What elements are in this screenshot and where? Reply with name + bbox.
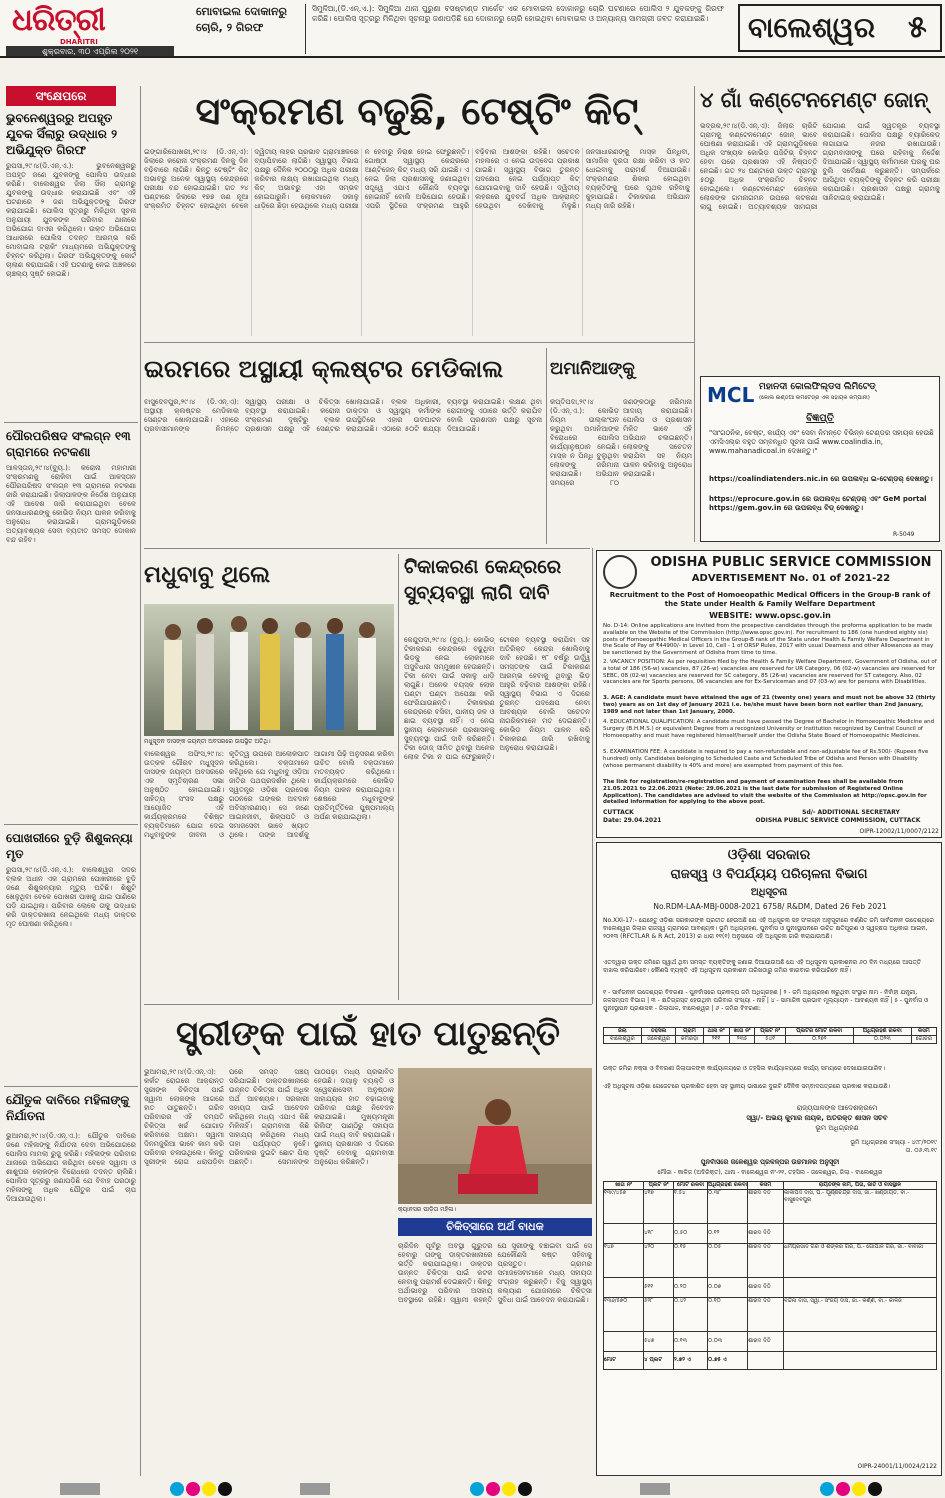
govt-gazette-date: ତା. ୦୬.୩.୧୯ xyxy=(905,1147,937,1154)
opsc-signature-1: Sd/- ADDITIONAL SECRETARY xyxy=(802,809,900,816)
mcl-heading: ବିଜ୍ଞପ୍ତି xyxy=(806,413,834,424)
madhu-photo-figures xyxy=(144,604,394,736)
brief-headline-3: ପୋଖରୀରେ ବୁଡ଼ି ଶିଶୁକନ୍ୟା ମୃତ xyxy=(6,831,133,861)
table-cell xyxy=(748,1352,784,1370)
opsc-ref: OIPR-12002/11/0007/2122 xyxy=(859,828,939,835)
mcl-name: ମହାନଦୀ କୋଲଫିଲ୍ଡସ ଲିମିଟେଡ୍ xyxy=(759,382,876,392)
table-cell: ୦.୦୨୩ xyxy=(853,1036,911,1044)
table-cell: ମୋଟ xyxy=(604,1352,644,1370)
table-header: ତହସିଲ xyxy=(641,1028,676,1036)
husband-photo xyxy=(398,1068,592,1204)
govt-note-1: ଉକ୍ତ ଜମିର ନକ୍ସା ଓ ବିବରଣୀ ଜିଲାପାଳଙ୍କ କାର୍ଯ୍ୟାଳୟରେ ଓ ତହସିଲ କାର୍ଯ୍ୟାଳୟରେ କାର୍ଯ୍ୟ ସମୟରେ ଦେଖାଯାଇପାରିବ। xyxy=(603,1065,885,1072)
table-cell: ୫୨୮ xyxy=(644,1298,674,1332)
table-row xyxy=(604,1332,937,1352)
mcl-subtitle: (କୋଲ ଇଣ୍ଡିଆ ଲିମିଟେଡ୍‌ର ଏକ ସହାୟକ କମ୍ପାନୀ) xyxy=(759,395,870,401)
table-cell: ୧୩୬/୫୭୦ xyxy=(604,1298,644,1332)
mcl-body-3: https://eprocure.gov.in ରେ ଉପଲବ୍ଧ ଟେଣ୍ଡର୍ ଏବଂ GeM portal https://gem.gov.in ରେ ଉପଲବ୍ଧ ବିଡ୍ ଦେଖନ୍ତୁ। xyxy=(709,495,927,512)
table-header: ମୋଟ ରକବା xyxy=(674,1182,708,1190)
opsc-subtitle: Recruitment to the Post of Homoeopathic Medical Officers in the Group-B rank of the State under Health & Family Welfare Department xyxy=(609,591,931,608)
masthead xyxy=(0,0,945,58)
table-cell: ୦.୦୩ xyxy=(708,1332,748,1352)
table-cell: ୨୩୫ xyxy=(729,1036,755,1044)
table-cell xyxy=(604,1332,644,1352)
table-row xyxy=(604,1036,937,1044)
table-row xyxy=(604,1298,937,1332)
table-cell: ୪୨୦ xyxy=(644,1244,674,1278)
masthead-date: ଶୁକ୍ରବାର, ୩୦ ଏପ୍ରିଲ ୨୦୨୧ xyxy=(6,46,174,58)
govt-items: ୧ - ସାର୍ବଜନୀନ ଉଦ୍ଦେଶ୍ୟର ବିବରଣୀ - ପୁନର୍ବାସରେ ପ୍ରକଳ୍ପ ଜମି ଅଧିଗ୍ରହଣ | ୨ - ଜମି ଅଧିଗ୍ରହଣ କରୁଥିବା ସଂସ୍ଥାର ନାମ - ନିର୍ବାହୀ ଯନ୍ତ୍ରୀ, ଜଳସମ୍ପଦ ବିଭାଗ | ୩ - କ୍ଷତିଗ୍ରସ୍ତ ହେଉଥିବା ପରିବାର ସଂଖ୍ୟା - ନାହିଁ | ୪ - ସାମାଜିକ ପ୍ରଭାବ ମୂଲ୍ୟାୟନ - ଆବଶ୍ୟକ ନାହିଁ | ୫ - ପୁନର୍ବାସ ଓ ପୁନଃସ୍ଥାପନ ପ୍ରଶାସକ - ଜିଲାପାଳ, ବାଲେଶ୍ୱର | ୬ - ଜମିର ବିବରଣୀ: xyxy=(603,989,929,1012)
husband-body: ଭୁଆମରା,୨୯।୪(ଡି.ଏନ୍.ଏ): କର୍କଟ ରୋଗରେ ଆକ୍ରାନ୍ତ ସ୍ତ୍ରୀଙ୍କ ଚିକିତ୍ସା ପାଇଁ ସ୍ୱାମୀ ଲୋକଙ୍କ ଆଗରେ ହାତ ପାତୁଛନ୍ତି। ଗରିବ ପରିବାରର ଏହି ଦମ୍ପତି ଚିକିତ୍ସା ଖର୍ଚ୍ଚ ଯୋଗାଡ଼ କରିବାରେ ଅକ୍ଷମ। ସ୍ୱାମୀ ଦିନମଜୁରିଆ ଭାବେ କାମ କରି ପରିବାର ଚଳାଉଥିଲେ। କିନ୍ତୁ ସ୍ତ୍ରୀଙ୍କ ରୋଗ ଧରାପଡ଼ିବା ପରେ ସମସ୍ତ ସଞ୍ଚୟ ସରିଯାଇଛି। ଡାକ୍ତରଖାନାରେ ଉନ୍ନତ ଚିକିତ୍ସା ପାଇଁ ଅଧିକ ଅର୍ଥ ଆବଶ୍ୟକ। ସରକାରୀ ସହାୟତା ପାଇଁ ଆବେଦନ କରିଥିଲେ ମଧ୍ୟ ଏଯାଏ କିଛି ମିଳିନାହିଁ। ଗ୍ରାମବାସୀ କିଛି ସାହାଯ୍ୟ କରିଥିଲେ ମଧ୍ୟ ତାହା ପର୍ଯ୍ୟାପ୍ତ ନୁହେଁ। ପରିବାରର ଦୁଇଟି ଛୋଟ ପିଲା ଅଛନ୍ତି। ସେମାନଙ୍କ ପାଠପଢ଼ା ମଧ୍ୟ ପ୍ରଭାବିତ ହେଉଛି। ଦୟାଳୁ ବ୍ୟକ୍ତି ଓ ସ୍ୱେଚ୍ଛାସେବୀ ଅନୁଷ୍ଠାନ ସାହାଯ୍ୟର ହାତ ବଢ଼ାଇବାକୁ ପରିବାର ପକ୍ଷରୁ ନିବେଦନ କରାଯାଇଛି। ମୁଖ୍ୟମନ୍ତ୍ରୀ ରିଲିଫ୍ ପାଣ୍ଠିରୁ ସହାୟତା ପାଇଁ ମଧ୍ୟ ଦାବି କରାଯାଇଛି। ସ୍ଥାନୀୟ ପ୍ରଶାସନ ଏ ଦିଗରେ ଦୃଷ୍ଟି ଦେବାକୁ ଗ୍ରାମବାସୀ ଅନୁରୋଧ କରିଛନ୍ତି। xyxy=(144,1068,394,1166)
table-cell: ୫୪୧ xyxy=(755,1036,785,1044)
brief-headline-4: ଯୌତୁକ ଦାବିରେ ମହିଳାଙ୍କୁ ନିର୍ଯାତନା xyxy=(6,1093,130,1123)
husband-photo-figure xyxy=(398,1068,592,1204)
fine-headline: ଅମାନିଆଙ୍କୁ xyxy=(550,359,635,379)
mcl-ad xyxy=(700,376,940,542)
briefs-column xyxy=(4,86,138,1476)
table-header: ଥାନା ନଂ xyxy=(703,1028,729,1036)
govt-schedule-title: ପୁନର୍ବାସରେ ଜଳେଶ୍ୱର ପ୍ରକଳ୍ପର ଉଚ୍ଚମାନର ଅନୁସୂଚୀ xyxy=(700,1159,840,1166)
table-header: ପ୍ଲଟ ନଂ xyxy=(755,1028,785,1036)
govt-table-1 xyxy=(603,1027,937,1044)
containment-body: ଭଦ୍ରକ,୨୯।୪(ଡି.ଏନ୍.ଏ): ଜିଲାର ଚାରିଟି ଗ୍ରାମକୁ କଣ୍ଟେନମେଣ୍ଟ ଜୋନ୍ ଭାବେ ଘୋଷଣା କରାଯାଇଛି। ଏହି ଗ୍ରାମଗୁଡ଼ିକରେ ଅଧିକ ସଂଖ୍ୟକ କୋଭିଡ଼ ପଜିଟିଭ୍ ଚିହ୍ନଟ ହେବା ପରେ ପ୍ରଶାସନ ଏହି ନିଷ୍ପତ୍ତି ନେଇଛି। ଗତ ୨୪ ଘଣ୍ଟାରେ ଉକ୍ତ ଗ୍ରାମରୁ ୫୦ରୁ ଅଧିକ ସଂକ୍ରମିତ ଚିହ୍ନଟ ହୋଇଥିଲେ। କଣ୍ଟେନମେଣ୍ଟ ଜୋନ୍‌ରେ ଲୋକଙ୍କ ଗମନାଗମନ ଉପରେ କଟକଣା ଲାଗୁ ହୋଇଛି। ଅତ୍ୟାବଶ୍ୟକ ସାମଗ୍ରୀ ଯୋଗାଣ ପାଇଁ ସ୍ୱତନ୍ତ୍ର ବ୍ୟବସ୍ଥା କରାଯାଇଛି। ପୋଲିସ ପକ୍ଷରୁ ବ୍ୟାରିକେଡ୍ ଲଗାଯାଇ ନଜର ରଖାଯାଉଛି। ଗ୍ରାମବାସୀଙ୍କୁ ଘରେ ରହିବାକୁ ନିର୍ଦ୍ଦେଶ ଦିଆଯାଇଛି। ସ୍ୱାସ୍ଥ୍ୟ କର୍ମୀମାନେ ଘରକୁ ଘର ବୁଲି ସର୍ବେକ୍ଷଣ କରୁଛନ୍ତି। ସମ୍ପର୍କରେ ଆସିଥିବା ବ୍ୟକ୍ତିଙ୍କୁ ଚିହ୍ନଟ କରି ପରୀକ୍ଷା କରାଯାଉଛି। ପ୍ରଶାସନ ପକ୍ଷରୁ ଗ୍ରାମକୁ ସାନିଟାଇଜ୍ କରାଯାଇଛି। xyxy=(700,122,940,211)
table-cell: ୫୧୧ xyxy=(644,1278,674,1298)
table-cell: ୦.୧୦ xyxy=(708,1298,748,1332)
govt-signer-role: ଭୂମି ଅଧିଗ୍ରହଣ xyxy=(815,1125,859,1132)
table-cell: ୦.୩୮ xyxy=(708,1190,748,1224)
govt-table-1-head xyxy=(604,1028,937,1036)
table-cell: କାଳୀପଦ ଦାସ, ପି.- ପୂର୍ଣ୍ଣଚନ୍ଦ୍ର ଦାସ, ଜା.- ଖଣ୍ଡାୟତ, ବା.- ବାସୁଦେବପୁର xyxy=(784,1190,937,1224)
opsc-para-1: No. D-14: Online applications are invited from the prospective candidates through the proforma application to be made available on the Website of the Commission (http://www.opsc.gov.in). For recruitment to 186 (one hundred eighty six) posts of Homoeopathic Medical Officers in the Group-B rank of the State under Health & Family Welfare Department in the Scale of Pay of ₹44900/- in Level 10, Cell - 1 of ORSP Rules, 2017 with usual Dearness and other Allowances as may be sanctioned by the Government of Odisha from time to time. xyxy=(603,623,934,657)
table-cell: ୦.୦୫ xyxy=(708,1244,748,1278)
govt-table-2 xyxy=(603,1181,937,1370)
table-total-row xyxy=(604,1352,937,1370)
edition-name: ବାଲେଶ୍ୱର xyxy=(748,11,876,44)
govt-para-2: ଏତଦ୍ୱାରା ଉକ୍ତ ଜମିରେ ସ୍ୱାର୍ଥ ଥିବା ସମସ୍ତ ବ୍ୟକ୍ତିଙ୍କୁ ଜଣାଇ ଦିଆଯାଉଅଛି ଯେ ଏହି ଅଧିସୂଚନା ପ୍ରକାଶନର ୬୦ ଦିନ ମଧ୍ୟରେ ଆପତ୍ତି ଦାଖଲ କରିପାରିବେ। କୌଣସି ବ୍ୟକ୍ତି ଏହି ଅଧିସୂଚନା ପ୍ରକାଶନ ତାରିଖଠାରୁ ଜମିର କାରବାର କରିପାରିବେ ନାହିଁ। xyxy=(603,959,922,974)
opsc-adv-no: ADVERTISEMENT No. 01 of 2021-22 xyxy=(691,573,891,584)
opsc-signature-2: ODISHA PUBLIC SERVICE COMMISSION, CUTTACK xyxy=(755,817,921,824)
mcl-ref: R-5049 xyxy=(893,531,915,538)
table-cell: ୧୪୭ xyxy=(604,1244,644,1278)
table-cell xyxy=(604,1224,644,1244)
opsc-place: CUTTACK xyxy=(603,809,634,816)
govt-ref: OIPR-24001/11/0024/2122 xyxy=(857,1463,937,1470)
table-cell: ଶାରଦ ଦିତି xyxy=(748,1224,784,1244)
govt-signer: ସ୍ୱା/- ଅଭୟ କୁମାର ନାୟକ, ଅତିରିକ୍ତ ଶାସନ ସଚିବ xyxy=(746,1115,888,1122)
govt-title: ଓଡ଼ିଶା ସରକାର xyxy=(727,847,811,863)
table-cell: ଶାରଦ ଦିତି xyxy=(748,1278,784,1298)
table-cell: ୦.୦୭ xyxy=(708,1278,748,1298)
table-cell: ୦.୧୩ xyxy=(674,1332,708,1352)
govt-notice xyxy=(596,842,942,1476)
madhu-body: ବାଲେଶ୍ୱର ଅଫିସ,୨୯।୪: ଉତ୍କଳ ଗୌରବ ମଧୁସୂଦନ ଦାସଙ୍କ ଜୟନ୍ତୀ ଅବସରରେ ଏକ ସ୍ମୃତିଚାରଣ ସଭା ଅନୁଷ୍ଠିତ ହୋଇଯାଇଛି। ସାହିତ୍ୟ ସଂସଦ ପକ୍ଷରୁ ଆୟୋଜିତ ଏହି କାର୍ଯ୍ୟକ୍ରମରେ ବିଶିଷ୍ଟ ବ୍ୟକ୍ତିମାନେ ଯୋଗ ଦେଇ ମଧୁବାବୁଙ୍କ ଜୀବନୀ ଓ କୃତିତ୍ୱ ଉପରେ ଆଲୋକପାତ କରିଥିଲେ। ବକ୍ତାମାନେ କହିଥିଲେ ଯେ ମଧୁବାବୁ ଓଡ଼ିଆ ଜାତିର ପଥପ୍ରଦର୍ଶକ ଥିଲେ। ସ୍ୱତନ୍ତ୍ର ଓଡ଼ିଶା ପ୍ରଦେଶ ଗଠନରେ ତାଙ୍କର ଅବଦାନ ଅବିସ୍ମରଣୀୟ। ସେ ଜଣେ ଆଇନଜୀବୀ, ଶିଳ୍ପପତି ଓ ସମାଜସେବୀ ଭାବେ ଖ୍ୟାତ ଥିଲେ। ତାଙ୍କ ଆଦର୍ଶକୁ ଆଗାମୀ ପିଢ଼ି ଅନୁସରଣ କରିବା ଉଚିତ ବୋଲି ବକ୍ତାମାନେ ମତବ୍ୟକ୍ତ କରିଥିଲେ। କାର୍ଯ୍ୟକ୍ରମରେ କୋଭିଡ଼ ନିୟମ ପାଳନ କରାଯାଇଥିଲା। ଶେଷରେ ମଧୁବାବୁଙ୍କ ପ୍ରତିମୂର୍ତ୍ତିରେ ପୁଷ୍ପମାଲ୍ୟ ଅର୍ପଣ କରାଯାଇଥିଲା। xyxy=(144,750,394,839)
containment-headline: ୪ ଗାଁ କଣ୍ଟେନମେଣ୍ଟ ଜୋନ୍ xyxy=(700,88,929,112)
madhu-headline: ମଧୁବାବୁ ଥିଲେ xyxy=(144,562,271,588)
table-row xyxy=(604,1224,937,1244)
table-cell: ଶାରଦ ଦିତି xyxy=(748,1190,784,1224)
mcl-body-2: https://coalindiatenders.nic.in ରେ ଉପଲବ୍ଧ ଇ-ଟେଣ୍ଡର୍ ଦେଖନ୍ତୁ। xyxy=(709,475,933,483)
table-cell: ୨.୭୨ ଏ xyxy=(674,1352,708,1370)
logo xyxy=(12,2,132,40)
page-number: ୫ xyxy=(908,10,927,45)
vaccine-headline: ଟିକାକରଣ କେନ୍ଦ୍ରରେ ସୁବ୍ୟବସ୍ଥା ଲାଗି ଦାବି xyxy=(404,556,562,604)
govt-para-1: No.XXI-17:- ଯେହେତୁ ଓଡ଼ିଶା ସରକାରଙ୍କ ପ୍ରତୀତ ହେଉଅଛି ଯେ ଏହି ଅଧିସୂଚନା ସହ ସଂଲଗ୍ନ ଅନୁସୂଚୀରେ ବର୍ଣ୍ଣିତ ଜମି ସାର୍ବଜନୀନ ଉଦ୍ଦେଶ୍ୟରେ ବାଲେଶ୍ୱର ଜିଲାର ରାଜସ୍ୱ ଗ୍ରାମରେ ଆବଶ୍ୟକ। ଭୂମି ଅଧିଗ୍ରହଣ, ପୁନର୍ବାସ ଓ ପୁନଃସ୍ଥାପନରେ ଉଚିତ କ୍ଷତିପୂରଣ ଓ ସ୍ୱଚ୍ଛତା ଅଧିକାର ଆଇନ, ୨୦୧୩ (RFCTLAR & R Act, 2013) ର ଧାରା ୧୧(୧) ଅନୁସାରେ ଏହି ଅଧିସୂଚନା ଜାରି କରାଯାଉଅଛି। xyxy=(603,917,934,940)
table-header: ପ୍ଲଟ ନଂ xyxy=(644,1182,674,1190)
madhu-photo xyxy=(144,604,394,736)
mcl-body-1: "ସାଂଗଠନିକ, ବେଷ୍ଟ, କାର୍ଯ୍ୟ ଏବଂ ସେବା ନିମନ୍ତେ ବିଭିନ୍ନ ଟେଣ୍ଡର ସହାୟକ ହେଉଛି ଏମସିଏଲ୍‌ର ବହୁତ ସମ୍ବନ୍ଧିତ ସୂଚନା ପାଇଁ www.coalindia.in, www.mahanadicoal.in ଦେଖନ୍ତୁ।" xyxy=(709,429,934,455)
footer-bar xyxy=(0,1480,945,1498)
table-cell: ବନ୍ଦନା ଦାସ, ସ୍ୱା.- ସଂଜୟ ଦାସ, ଜା.- କର୍ଣ୍ଣ, ବା.- କାଳିଜ xyxy=(784,1298,937,1332)
opsc-para-6: The link for registration/re-registration and payment of examination fees shall be available from 21.05.2021 to 22.06.2021 (Note: 29.06.2021 is the last date for submission of Registered Online Application). The candidates are advised to visit the website of the Commission at http://opsc.gov.in for detailed information for applying to the above post. xyxy=(603,779,927,806)
govt-gazette-no: ଭୂମି ଅଧିଗ୍ରହଣ ସଂଖ୍ୟା - ୪୯୮/୨୦୧୯ xyxy=(850,1139,937,1146)
opsc-title: ODISHA PUBLIC SERVICE COMMISSION xyxy=(650,555,932,570)
govt-note-2: ଏହି ଅଧିସୂଚନା ଓଡ଼ିଶା ଗେଜେଟରେ ପ୍ରକାଶିତ ହେବା ସହ ସ୍ଥାନୀୟ ଭାଷାରେ ଦୁଇଟି ଦୈନିକ ସମ୍ବାଦପତ୍ରରେ ପ୍ରକାଶ କରାଯାଉଛି। xyxy=(603,1083,891,1090)
table-header: ଗ୍ରାମ xyxy=(676,1028,703,1036)
table-row xyxy=(604,1190,937,1224)
opsc-website: WEBSITE: www.opsc.gov.in xyxy=(709,611,831,620)
table-cell xyxy=(784,1352,937,1370)
govt-schedule-sub: ମୌଜା - କାଳିଜ (ଅଦିରିକ୍ତ), ଥାନା - ବାଲେଶ୍ୱର ନଂ-୨୧, ତହସିଲ - ଜଳେଶ୍ୱର, ଜିଲା - ବାଲେଶ୍ୱର xyxy=(657,1169,883,1176)
table-header: ରାୟତଙ୍କ ନାମ, ପିତା, ଜାତି ଓ ବାସସ୍ଥାନ xyxy=(784,1182,937,1190)
lead-body: ଇଙ୍ଗାରିପୋଖରୀ,୨୯।୪ (ଡି.ଏନ୍.ଏ): ଜିଲାରେ କରୋନା ସଂକ୍ରମଣ ଦିନକୁ ଦିନ ବଢ଼ିବାରେ ଲାଗିଛି। କିନ୍ତୁ ଟେଷ୍ଟିଂ କିଟ୍ ଅଭାବରୁ ଅନେକ ସ୍ୱାସ୍ଥ୍ୟ କେନ୍ଦ୍ରରେ ପରୀକ୍ଷା ବନ୍ଦ ହୋଇଯାଇଛି। ଗତ ୨୪ ଘଣ୍ଟାରେ ଜିଲାରେ ୧୭୭ ଜଣ ନୂଆ ସଂକ୍ରମିତ ଚିହ୍ନଟ ହୋଇଥିବା ବେଳେ ଦ୍ୱିତୀୟ ଲହର ପ୍ରଭାବ ଗ୍ରାମାଞ୍ଚଳରେ ବ୍ୟାପିବାରେ ଲାଗିଛି। ସ୍ୱାସ୍ଥ୍ୟ ବିଭାଗ ପକ୍ଷରୁ ଦୈନିକ ୨୦୦୦ରୁ ଅଧିକ ପରୀକ୍ଷା କରିବାର ଲକ୍ଷ୍ୟ ରଖାଯାଇଥିଲା ମଧ୍ୟ କିଟ୍ ଅଭାବରୁ ଏହା ସମ୍ଭବ ହୋଇପାରୁନି। ଲୋକମାନେ ସକାଳୁ ଧାଡ଼ିରେ ଛିଡ଼ା ହେଉଥିଲେ ମଧ୍ୟ ପରୀକ୍ଷା ନ ହେବାରୁ ନିରାଶ ହୋଇ ଫେରୁଛନ୍ତି। ଗୋଷ୍ଠୀ ସ୍ୱାସ୍ଥ୍ୟ କେନ୍ଦ୍ରରେ ଆଣ୍ଟିଜେନ୍ କିଟ୍ ମଧ୍ୟ ସରି ଯାଇଛି। ଏ ନେଇ ଜିଲା ପ୍ରଶାସନକୁ ଜଣାଇଥିବା ସତ୍ତ୍ୱେ ଏଯାଏ କୌଣସି ବ୍ୟବସ୍ଥା ହୋଇନାହିଁ ବୋଲି ଅଭିଯୋଗ ହେଉଛି। ଏପରି ସ୍ଥିତିରେ ସଂକ୍ରମଣ ଆହୁରି ବଢ଼ିବାର ଆଶଙ୍କା ରହିଛି। ସଚେତନ ମହଲରେ ଏ ନେଇ ଉଦ୍‌ବେଗ ପ୍ରକାଶ ପାଇଛି। ସ୍ୱାସ୍ଥ୍ୟ ବିଭାଗ ତୁରନ୍ତ ପଦକ୍ଷେପ ନେଇ ପର୍ଯ୍ୟାପ୍ତ କିଟ୍ ଯୋଗାଇବାକୁ ଦାବି ହେଉଛି। ଦ୍ୱିତୀୟ ଲହରରେ ଯୁବବର୍ଗ ଅଧିକ ଆକ୍ରାନ୍ତ ହେଉଥିବା ଦେଖିବାକୁ ମିଳୁଛି। ଜନସାଧାରଣଙ୍କୁ ମାସ୍କ ପିନ୍ଧିବା, ସାମାଜିକ ଦୂରତା ରକ୍ଷା କରିବା ଓ ହାତ ଧୋଇବାକୁ ପରାମର୍ଶ ଦିଆଯାଉଛି। ସଂକ୍ରମଣର ଶିକାର ହୋଇଥିବା ବ୍ୟକ୍ତିଙ୍କୁ ଘରେ ପୃଥକ ରହିବାକୁ କୁହାଯାଇଛି। ଟିକାକରଣ ଅଭିଯାନ ମଧ୍ୟ ଜାରି ରହିଛି। xyxy=(144,148,690,210)
brief-headline-2: ପୌରପରିଷଦ ସଂଲଗ୍ନ ୧୩ ଗ୍ରାମରେ ନଟକଣା xyxy=(6,429,131,459)
logo-subtitle: DHARITRI xyxy=(60,38,98,46)
husband-headline: ସ୍ତ୍ରୀଙ୍କ ପାଇଁ ହାତ ପାତୁଛନ୍ତି xyxy=(175,1014,561,1054)
brief-body-4: ଭୁଆମରା,୨୯।୪(ଡି.ଏନ୍.ଏ.): ଯୌତୁକ ଦାବିରେ ଜଣେ ମହିଳାଙ୍କୁ ନିର୍ଯାତନା ଦେବା ଅଭିଯୋଗରେ ପୋଲିସ ମାମଲା ରୁଜୁ କରିଛି। ମହିଳାଙ୍କ ପରିବାର ଥାନାରେ ଅଭିଯୋଗ କରିଥିବା ବେଳେ ସ୍ୱାମୀ ଓ ଶାଶୁଘର ଲୋକଙ୍କ ବିରୋଧରେ ତଦନ୍ତ ଚାଲିଛି। ପୋଲିସ ସୂତ୍ରରୁ ଜଣାପଡ଼ିଛି ଯେ ବିବାହ ପରଠାରୁ ମହିଳାଙ୍କୁ ଅଧିକ ଯୌତୁକ ପାଇଁ ଚାପ ଦିଆଯାଉଥିଲା। xyxy=(6,1132,136,1203)
table-cell: ଜଳେଶ୍ୱର xyxy=(641,1036,676,1044)
madhu-caption: ମଧୁସୂଦନ ଦାସଙ୍କ ଜୟନ୍ତୀ ଅବସରରେ ଉପସ୍ଥିତ ଅତିଥି। xyxy=(144,738,271,745)
table-cell: ୦.୨୭୨ xyxy=(785,1036,853,1044)
table-cell: ୫୪୭ xyxy=(644,1332,674,1352)
brief-body-1: ରୁପସା,୨୯।୪(ଡି.ଏନ୍.ଏ.): ଭୁବନେଶ୍ୱରରୁ ଅପହୃତ ଜଣେ ଯୁବକଙ୍କୁ ପୋଲିସ ଉଦ୍ଧାର କରିଛି। ବାଲେଶ୍ୱର ଜିଲା ସିଁଲା ଗ୍ରାମରୁ ଯୁବକଙ୍କୁ ଉଦ୍ଧାର କରାଯାଇଛି ଏବଂ ଏହି ଘଟଣାରେ ୨ ଜଣ ଅଭିଯୁକ୍ତଙ୍କୁ ଗିରଫ କରାଯାଇଛି। ପୋଲିସ ସୂତ୍ରରୁ ମିଳିଥିବା ସୂଚନା ଅନୁଯାୟୀ ଯୁବକଙ୍କ ପରିବାର ଥାନାରେ ଅଭିଯୋଗ ଦାଏର କରିଥିଲେ। ଉକ୍ତ ଅଭିଯୋଗ ଆଧାରରେ ପୋଲିସ ତଦନ୍ତ ଆରମ୍ଭ କରି ମୋବାଇଲ ଟ୍ରାକିଂ ମାଧ୍ୟମରେ ଅଭିଯୁକ୍ତଙ୍କୁ ଚିହ୍ନଟ କରିଥିଲା। ଗିରଫ ଅଭିଯୁକ୍ତଙ୍କୁ କୋର୍ଟ ଚାଲାଣ କରାଯାଇଛି। ଏହି ଘଟଣାକୁ ନେଇ ଅଞ୍ଚଳରେ ଚାଞ୍ଚଲ୍ୟ ସୃଷ୍ଟି ହୋଇଛି। xyxy=(6,162,136,278)
table-cell: ୦.୧୨ xyxy=(708,1224,748,1244)
table-cell: ୦.୭୫ ଏ xyxy=(708,1352,748,1370)
govt-dept: ରାଜସ୍ୱ ଓ ବିପର୍ଯ୍ୟୟ ପରିଚାଳନା ବିଭାଗ xyxy=(670,867,868,882)
table-cell: ଶାରଦ ଦିତି xyxy=(748,1298,784,1332)
table-header: ଅଧିଗ୍ରହଣ ରକବା xyxy=(708,1182,747,1188)
opsc-para-3: 3. AGE: A candidate must have attained the age of 21 (twenty one) years and must not be above 32 (thirty two) years as on 1st day of January 2021 i.e. he/she must have been born not earlier than 2nd January, 1989 and not later than 1st January, 2000. xyxy=(603,695,936,715)
cluster-body: ବାସୁଦେବପୁର,୨୯।୪ (ଡି.ଏନ୍.ଏ): ଅସ୍ଥାୟୀ କ୍ଲଷ୍ଟର ମେଡିକାଲ ସେଣ୍ଟର ଖୋଲାଯାଇଛି। ଏହାରେ ପ୍ରବାସୀମାନଙ୍କ ନିମନ୍ତେ ସ୍ୱାସ୍ଥ୍ୟ ପରୀକ୍ଷା ଓ ଚିକିତ୍ସା ବ୍ୟବସ୍ଥା କରାଯାଇଛି। କରୋନା ସଂକ୍ରମଣ ଦୃଷ୍ଟିରୁ ବ୍ଲକ ପ୍ରଶାସନ ପକ୍ଷରୁ ଏହି ସେଣ୍ଟର ଖୋଲାଯାଇଛି। ବ୍ଲକ ଅଧିକାରୀ, ଡାକ୍ତର ଓ ସ୍ୱାସ୍ଥ୍ୟ କର୍ମୀଙ୍କ ଉପସ୍ଥିତିରେ ଏହାର ଉଦଘାଟନ କରାଯାଇଛି। ଏଠାରେ ୫୦ଟି ଶଯ୍ୟା ବ୍ୟବସ୍ଥା କରାଯାଇଛି। ଲକ୍ଷଣ ଥିବା ରୋଗୀଙ୍କୁ ଏଠାରେ ଭର୍ତ୍ତି କରାଯିବ ବୋଲି ପ୍ରଶାସନ ପକ୍ଷରୁ ସୂଚନା ଦିଆଯାଇଛି। xyxy=(144,398,542,433)
lead-headline: ସଂକ୍ରମଣ ବଢୁଛି, ଟେଷ୍ଟିଂ କିଟ୍ xyxy=(195,89,639,133)
table-header: ପ୍ଲଟର ମୋଟ ରକବା xyxy=(785,1028,853,1036)
ticker-text: ସିମୁଳିଆ,(ଡି.ଏନ୍.ଏ.): ସିମୁଳିଆ ଥାନା ପୁରୁଣା ବସଷ୍ଟାଣ୍ଡ ମାର୍କେଟ ଏକ ମୋବାଇଲ ଦୋକାନରୁ ଚୋରି ଘଟଣାରେ ପୋଲିସ ୨ ଯୁବକଙ୍କୁ ଗିରଫ କରିଛି। ପୋଲିସ ସୂତ୍ରରୁ ମିଳିଥିବା ସୂଚନାରୁ ଜଣାପଡ଼ିଛି ଯେ ଦୋକାନରୁ ଚୋରି ହୋଇଥିବା ମୋବାଇଲ ଓ ଅନ୍ୟାନ୍ୟ ସାମଗ୍ରୀ ଜବତ କରାଯାଇଛି। xyxy=(312,4,724,23)
govt-order: ରାଜ୍ୟପାଳଙ୍କ ଆଦେଶକ୍ରମେ xyxy=(796,1105,878,1112)
govt-table-2-head xyxy=(604,1182,937,1190)
table-cell: ବାଲେଶ୍ୱର xyxy=(604,1036,642,1044)
govt-notice-no: No.RDM-LAA-MBJ-0008-2021 6758/ R&DM, Dated 26 Feb 2021 xyxy=(653,903,887,911)
table-cell: ୦.୨୦ xyxy=(674,1278,708,1298)
table-header: ଜିଲା xyxy=(604,1028,642,1036)
table-cell: ୦.୧୫ xyxy=(674,1244,708,1278)
table-row xyxy=(604,1278,937,1298)
cluster-headline: ଇରମରେ ଅସ୍ଥାୟୀ କ୍ଲଷ୍ଟର ମେଡିକାଲ xyxy=(144,355,504,383)
table-header: କିସମ xyxy=(748,1182,784,1190)
husband-body-2: ଚାରିଦିନ ପୂର୍ବରୁ ଅବସ୍ଥା ଗୁରୁତର ହେବାରୁ ତାଙ୍କୁ ଡାକ୍ତରଖାନାରେ ଭର୍ତ୍ତି କରାଯାଇଥିଲା। ଡାକ୍ତର ଉନ୍ନତ ଚିକିତ୍ସା ପାଇଁ କଟକ ନେବାକୁ ପରାମର୍ଶ ଦେଇଛନ୍ତି। କିନ୍ତୁ ଅର୍ଥାଭାବରୁ ପରିବାର ଅସହାୟ ଅବସ୍ଥାରେ ରହିଛି। ସ୍ୱାମୀ କହନ୍ତି ଯେ ସ୍ତ୍ରୀଙ୍କୁ ବଞ୍ଚାଇବା ପାଇଁ ସେ ଯେକୌଣସି କଷ୍ଟ ସହିବାକୁ ପ୍ରସ୍ତୁତ। ଗ୍ରାମର ସମାଜସେବୀମାନେ ମଧ୍ୟ ସହାୟତା ସଂଗ୍ରହ କରୁଛନ୍ତି। ବିଜୁ ସ୍ୱାସ୍ଥ୍ୟ କଲ୍ୟାଣ ଯୋଜନାରେ ଚିକିତ୍ସା ସୁବିଧା ପାଇଁ ଆବେଦନ କରାଯାଇଛି। xyxy=(398,1242,592,1304)
vaccine-body: କେନ୍ଦୁପଦା,୨୯।୪ (ବ୍ୟୁ.): କୋଭିଡ୍ ଟିକାକରଣ କେନ୍ଦ୍ରରେ ବଢୁଥିବା ଭିଡ଼କୁ ନେଇ ଲୋକମାନେ ଅସୁବିଧାର ସମ୍ମୁଖୀନ ହେଉଛନ୍ତି। ଟିକା ନେବା ପାଇଁ ସକାଳୁ ଧାଡ଼ି ଲାଗୁଛି। ଅନେକ ବୟସ୍କ ଲୋକ ଘଣ୍ଟା ଘଣ୍ଟା ଅପେକ୍ଷା କରି ଫେରିଯାଉଛନ୍ତି। ଟିକାକରଣ କେନ୍ଦ୍ରରେ ବସିବା, ପାନୀୟ ଜଳ ଓ ଛାଇ ବ୍ୟବସ୍ଥା ନାହିଁ। ଏ ନେଇ ସ୍ଥାନୀୟ ଲୋକମାନେ ପ୍ରଶାସନକୁ ସୁବ୍ୟବସ୍ଥା ପାଇଁ ଦାବି କରିଛନ୍ତି। ଟିକା ଡୋଜ୍ ସୀମିତ ଥିବାରୁ ଅନେକ ଲୋକ ଟିକା ନ ପାଇ ଫେରୁଛନ୍ତି। ଟୋକନ ବ୍ୟବସ୍ଥା କରାଯିବା ସହ ଅତିରିକ୍ତ କେନ୍ଦ୍ର ଖୋଲିବାକୁ ଦାବି ହେଉଛି। ୧୮ ବର୍ଷରୁ ଊର୍ଦ୍ଧ୍ୱ ସମସ୍ତଙ୍କ ପାଇଁ ଟିକାକରଣ ଆରମ୍ଭ ହେବାକୁ ଥିବାରୁ ଭିଡ଼ ଆହୁରି ବଢ଼ିବାର ଆଶଙ୍କା ରହିଛି। ସ୍ୱାସ୍ଥ୍ୟ ବିଭାଗ ଏ ଦିଗରେ ତୁରନ୍ତ ପଦକ୍ଷେପ ନେବା ଆବଶ୍ୟକ ବୋଲି ସଚେତନ ନାଗରିକମାନେ ମତ ଦେଇଛନ୍ତି। କୋଭିଡ଼ ନିୟମ ପାଳନ କରି ଟିକାକରଣ ଜାରି ରଖିବାକୁ ଅନୁରୋଧ କରାଯାଇଛି। xyxy=(404,636,590,761)
brief-body-3: ରୁପସା,୨୯।୪(ଡି.ଏନ୍.ଏ.): ବାଲେଶ୍ୱର ସଦର ବ୍ଲକ ଅଧୀନ ଏକ ଗ୍ରାମରେ ପୋଖରୀରେ ବୁଡ଼ି ଜଣେ ଶିଶୁକନ୍ୟାର ମୃତ୍ୟୁ ଘଟିଛି। ଶିଶୁଟି ଖେଳୁଥିବା ବେଳେ ପୋଖରୀ ପାଖକୁ ଯାଇ ପାଣିରେ ପଡ଼ି ଯାଇଥିଲା। ପରିବାର ଲୋକେ ତାକୁ ଉଦ୍ଧାର କରି ଡାକ୍ତରଖାନା ନେଇଥିଲେ ମଧ୍ୟ ଡାକ୍ତର ମୃତ ଘୋଷଣା କରିଥିଲେ। xyxy=(6,866,136,928)
govt-notice-label: ଅଧିସୂଚନା xyxy=(750,887,788,898)
table-cell: ୧୩୯/୪୫୭ xyxy=(604,1190,644,1224)
table-header: ଖାତା ନଂ xyxy=(729,1028,755,1036)
husband-caption: କ୍ୟାନସର ପୀଡ଼ିତା ମହିଳା। xyxy=(398,1206,456,1213)
table-cell xyxy=(784,1278,937,1298)
opsc-ad xyxy=(596,550,942,838)
table-cell: ୪୧୮ xyxy=(644,1224,674,1244)
table-cell: ୨୧୧ xyxy=(703,1036,729,1044)
brief-body-2: ଆଳସ୍ତାନ୍,୨୯।୪(ବ୍ୟୁ.): କରୋନା ମହାମାରୀ ସଂକ୍ରମଣକୁ ରୋକିବା ପାଇଁ ଆଳସ୍ତାନ ପୌରପରିଷଦ ସଂଲଗ୍ନ ୧୩ ଗ୍ରାମରେ ନଟକଣା ଜାରି କରାଯାଇଛି। ଜିଲାପାଳଙ୍କ ନିର୍ଦ୍ଦେଶ ଅନୁଯାୟୀ ଏହି ଆଦେଶ ଜାରି କରାଯାଇଥିବା ବେଳେ ଜନସାଧାରଣଙ୍କୁ କୋଭିଡ଼ ନିୟମ ପାଳନ କରିବାକୁ ଅନୁରୋଧ କରାଯାଇଛି। ଗ୍ରାମଗୁଡ଼ିକରେ ଅତ୍ୟାବଶ୍ୟକ ସେବା ବ୍ୟତୀତ ସମସ୍ତ ଦୋକାନ ବନ୍ଦ ରହିବ। xyxy=(6,464,136,544)
edition-box xyxy=(738,4,942,52)
table-cell: ଧର୍ମପ୍ରସାଦ ଗିରି ଓ ଶଙ୍କର ଗିରି, ପି.- ଗୋପାଳ ଗିରି, ଜା.- ବାବାଜୀ xyxy=(784,1244,937,1278)
table-row xyxy=(604,1244,937,1278)
table-cell xyxy=(784,1224,937,1244)
table-cell: ଗୋଚର xyxy=(911,1036,936,1044)
table-cell xyxy=(784,1332,937,1352)
table-cell: ଶାରଦ ଦିତି xyxy=(748,1244,784,1278)
ticker-label: ମୋବାଇଲ ଦୋକାନରୁ ଚୋରି, ୨ ଗିରଫ xyxy=(196,4,306,54)
table-cell: ଶାରଦ ଦିତି xyxy=(748,1332,784,1352)
table-cell xyxy=(604,1278,644,1298)
opsc-seal xyxy=(603,555,637,589)
table-header: ଖାତା ନଂ xyxy=(604,1182,644,1190)
husband-sub-label: ଚିକିତ୍ସାରେ ଅର୍ଥ ବାଧକ xyxy=(398,1218,592,1236)
logo-text: ଧରିତ୍ରୀ xyxy=(12,2,105,38)
table-cell: ୦.୫୦ xyxy=(674,1224,708,1244)
mcl-logo: MCL xyxy=(707,383,755,407)
table-cell: ୧.୫୪ xyxy=(674,1190,708,1224)
opsc-date: Date: 29.04.2021 xyxy=(603,817,662,824)
table-header: କିସମ xyxy=(911,1028,936,1036)
opsc-para-5: 5. EXAMINATION FEE: A candidate is required to pay a non-refundable and non-adjustable fee of Rs.500/- (Rupees five hundred) only. Candidates belonging to Scheduled Caste and Scheduled Tribe of Odisha and Person with Disability (whose permanent disability is 40% and more) are exempted from payment of this fee. xyxy=(603,749,929,769)
table-cell: ୦.୪୨ xyxy=(674,1298,708,1332)
briefs-label: ସଂକ୍ଷେପରେ xyxy=(6,86,116,106)
table-cell: ୪୧୭ xyxy=(644,1190,674,1224)
fine-body: କପ୍ତିପଦା,୨୯।୪ (ଡି.ଏନ୍.ଏ.): କୋଭିଡ଼ ନିୟମ ଉଲ୍ଲଂଘନ କରୁଥିବା ଅମାନିଆଙ୍କ ବିରୋଧରେ ପୋଲିସ କାର୍ଯ୍ୟାନୁଷ୍ଠାନ ନେଇଛି। ମାସ୍କ ନ ପିନ୍ଧି ବୁଲୁଥିବା ଲୋକଙ୍କୁ ଜରିମାନା କରାଯାଇଛି। ଅଭିଯାନ ସମୟରେ ୮୦ ଜଣଙ୍କଠାରୁ ଜରିମାନା ଆଦାୟ କରାଯାଇଛି। ପୋଲିସ ଓ ପ୍ରଶାସନ ମିଳିତ ଭାବେ ଏହି ଅଭିଯାନ ଚଳାଇଛନ୍ତି। ଲୋକଙ୍କୁ ସଚେତନ କରାଯିବା ସହ ନିୟମ ପାଳନ କରିବାକୁ ଅନୁରୋଧ କରାଯାଇଛି। xyxy=(550,398,692,487)
table-cell: ୪ ପ୍ଲଟ xyxy=(644,1352,674,1370)
opsc-para-4: 4. EDUCATIONAL QUALIFICATION: A candidate must have passed the Degree of Bachelor in Homoeopathic Medicine and Surgery (B.H.M.S.) or equivalent Degree from a recognized University or Institution recognized by Central Council of Homoeopathy and must have registered himself/herself under the Odisha State Board of Homoeopathic Medicines. xyxy=(603,719,935,739)
brief-headline-1: ଭୁବନେଶ୍ୱରରୁ ଅପହୃତ ଯୁବକ ସିଁଲାରୁ ଉଦ୍ଧାର ୨ ଅଭିଯୁକ୍ତ ଗିରଫ xyxy=(6,111,118,157)
opsc-para-2: 2. VACANCY POSITION: As per requisition filed by the Health & Family Welfare Department, Government of Odisha, out of a total of 186 (56-w) vacancies, 87 (26-w) vacancies are reserved for UR Category, 06 (02-w) vacancies are reserved for SEBC, 08 (02-w) vacancies are reserved for SC category, 85 (26-w) vacancies are reserved for ST category. Also, 02 vacancies are for Sports persons, 06 vacancies are for Ex-Serviceman and 07 (03-w) are for persons with Disabilities. xyxy=(603,659,937,686)
table-header: ଅଧିଗ୍ରହଣ ରକବା xyxy=(853,1028,911,1036)
table-cell: କମରଡ଼ା xyxy=(676,1036,703,1044)
